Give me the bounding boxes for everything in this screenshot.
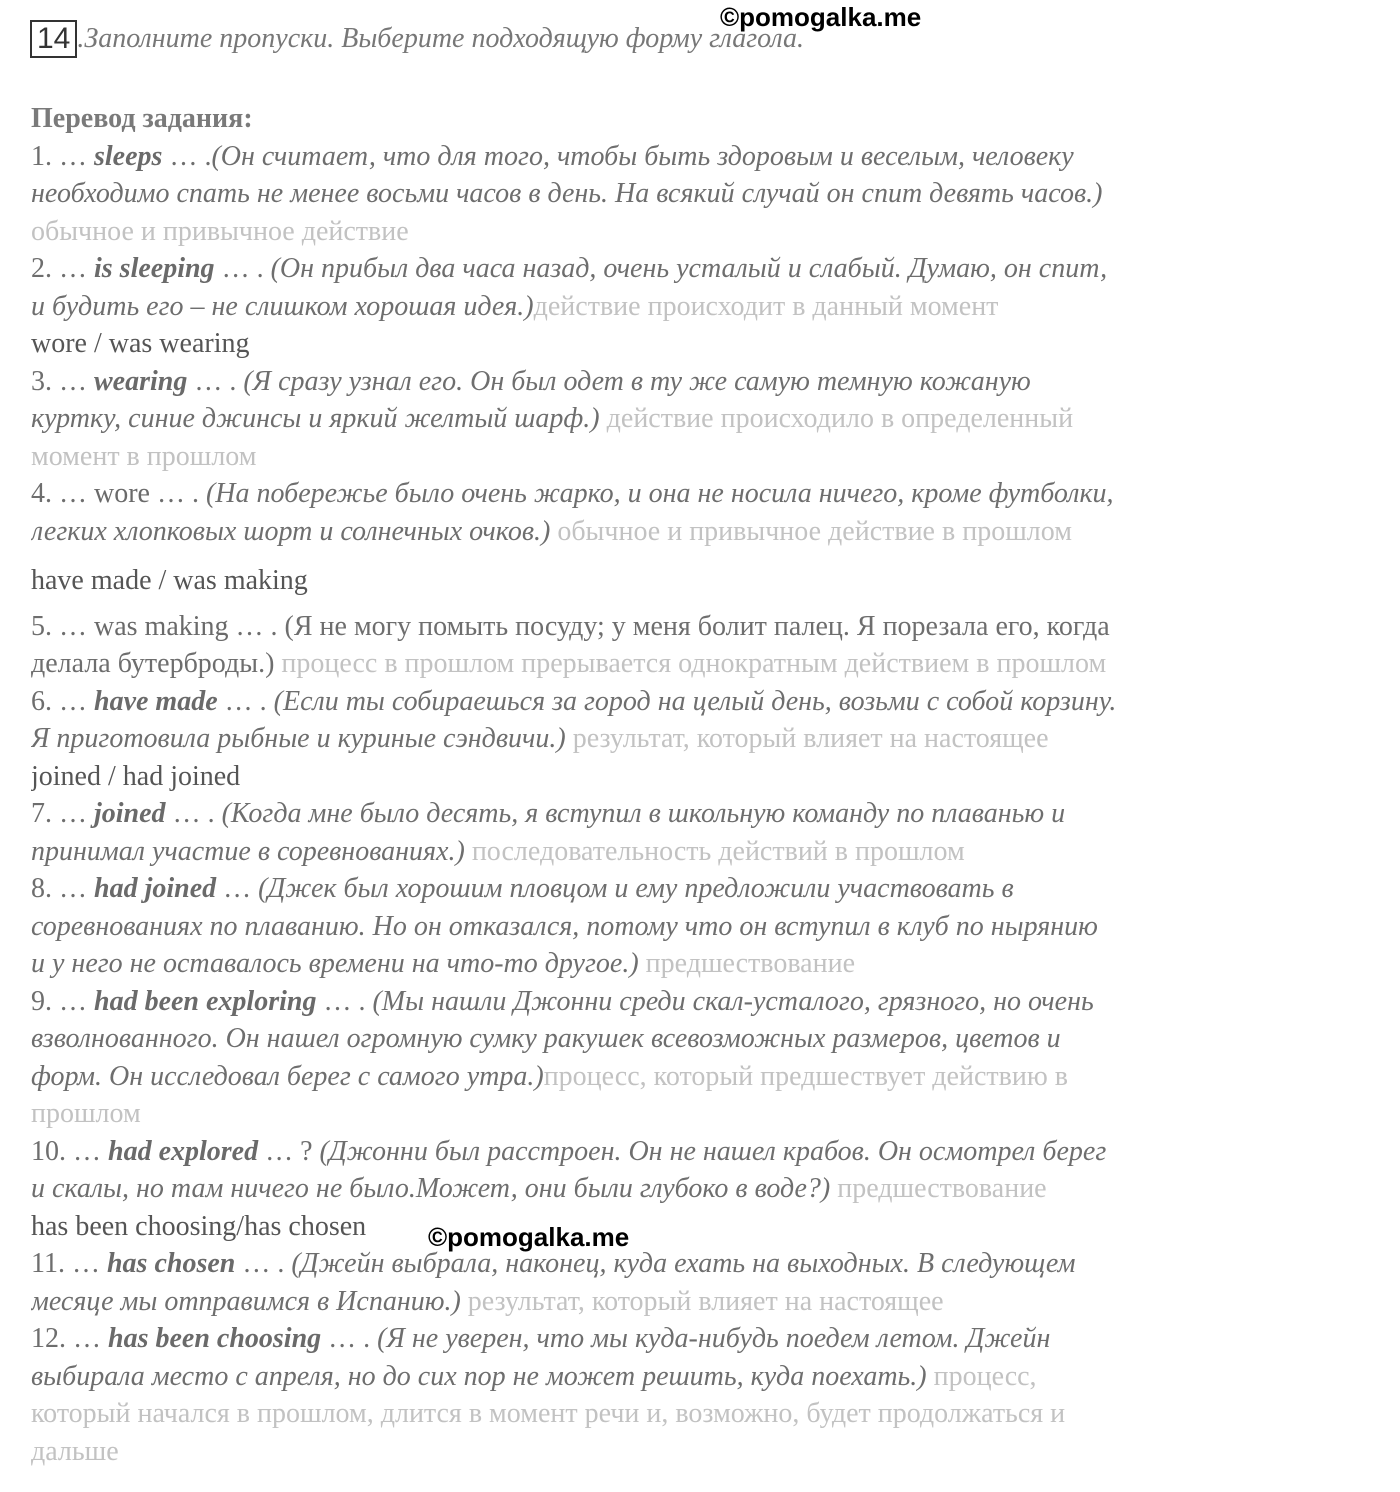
item-7-line-1 bbox=[31, 795, 1361, 833]
translation: (Я не уверен, что мы куда-нибудь поедем летом. Джейн bbox=[377, 1323, 1051, 1354]
item-number: 8. … bbox=[31, 873, 87, 904]
item-number: 1. … bbox=[31, 140, 87, 172]
grammar-note: результат, который влияет на настоящее bbox=[565, 723, 1049, 754]
item-3-line-3 bbox=[31, 438, 1361, 476]
dots: … . bbox=[165, 798, 222, 829]
answer: has chosen bbox=[106, 1248, 236, 1279]
options-line: wore / was wearing bbox=[31, 328, 250, 359]
item-number: 10. … bbox=[31, 1135, 101, 1167]
item-12-line-2 bbox=[31, 1358, 1361, 1396]
grammar-note: результат, который влияет на настоящее bbox=[460, 1285, 944, 1317]
dots: … bbox=[216, 873, 259, 904]
dots: … . bbox=[321, 1323, 378, 1354]
answer: have made bbox=[94, 685, 218, 717]
item-1-line-2 bbox=[31, 175, 1361, 213]
item-7-line-2 bbox=[31, 833, 1361, 871]
item-2-line-2 bbox=[31, 288, 1361, 326]
grammar-note: предшествование bbox=[638, 948, 855, 979]
translation: (Я не могу помыть посуду; у меня болит палец. Я порезала его, когда bbox=[284, 610, 1110, 642]
grammar-note: дальше bbox=[31, 1435, 119, 1467]
item-4-line-1 bbox=[31, 475, 1361, 513]
dots: … . bbox=[316, 985, 373, 1017]
translation: делала бутерброды.) bbox=[31, 648, 275, 679]
translation: (На побережье было очень жарко, и она не носила ничего, кроме футболки, bbox=[205, 478, 1114, 509]
translation: (Когда мне было десять, я вступил в школьную команду по плаванью и bbox=[221, 798, 1066, 829]
translation: (Мы нашли Джонни среди скал-усталого, грязного, но очень bbox=[372, 985, 1094, 1017]
item-5-line-2 bbox=[31, 645, 1361, 683]
item-10-line-1 bbox=[31, 1133, 1361, 1171]
task-header bbox=[30, 20, 804, 58]
item-number: 4. … bbox=[31, 478, 87, 509]
item-number: 9. … bbox=[31, 985, 87, 1017]
item-4-line-2 bbox=[31, 513, 1361, 551]
translation: и будить его – не слишком хорошая идея.) bbox=[31, 290, 534, 322]
translation: месяце мы отправимся в Испанию.) bbox=[31, 1285, 461, 1317]
dots: … . bbox=[187, 365, 244, 397]
item-9-line-2 bbox=[31, 1020, 1361, 1058]
item-8-line-3 bbox=[31, 945, 1361, 983]
translation: Я приготовила рыбные и куриные сэндвичи.) bbox=[31, 723, 566, 754]
item-6-line-2 bbox=[31, 720, 1361, 758]
translation: взволнованного. Он нашел огромную сумку ракушек всевозможных размеров, цветов и bbox=[31, 1023, 1061, 1054]
options-line: joined / had joined bbox=[31, 760, 241, 792]
translation: куртку, синие джинсы и яркий желтый шарф.) bbox=[31, 403, 600, 434]
task-instruction: Заполните пропуски. Выберите подходящую форму глагола. bbox=[84, 23, 805, 54]
translation: соревнованиях по плаванию. Но он отказался, потому что он вступил в клуб по нырянию bbox=[31, 910, 1098, 942]
item-8-line-1 bbox=[31, 870, 1361, 908]
translation: и скалы, но там ничего не было.Может, они были глубоко в воде?) bbox=[31, 1173, 831, 1204]
item-number: 3. … bbox=[31, 365, 87, 397]
translation-heading: Перевод задания: bbox=[31, 103, 253, 134]
item-6-line-1 bbox=[31, 683, 1361, 721]
item-1-line-1 bbox=[31, 138, 1361, 176]
item-12-line-1 bbox=[31, 1320, 1361, 1358]
answer: had joined bbox=[94, 873, 217, 904]
grammar-note: обычное и привычное действие bbox=[31, 215, 409, 247]
translation: (Он прибыл два часа назад, очень усталый и слабый. Думаю, он спит, bbox=[270, 253, 1108, 284]
dots: … . bbox=[217, 685, 274, 717]
grammar-note: процесс в прошлом прерывается однократным действием в прошлом bbox=[274, 648, 1107, 679]
task-dot: . bbox=[77, 23, 85, 54]
translation: необходимо спать не менее восьми часов в день. На всякий случай он спит девять часов.) bbox=[31, 178, 1103, 209]
grammar-note: действие происходит в данный момент bbox=[533, 290, 999, 322]
dots: … . bbox=[235, 1248, 292, 1279]
dots: … . bbox=[162, 140, 212, 172]
answer: is sleeping bbox=[94, 253, 215, 284]
item-9-line-3 bbox=[31, 1058, 1361, 1096]
grammar-note: действие происходило в определенный bbox=[599, 403, 1074, 434]
item-3-line-1 bbox=[31, 363, 1361, 401]
item-5-line-1 bbox=[31, 608, 1361, 646]
dots: … . bbox=[228, 610, 285, 642]
item-12-line-3 bbox=[31, 1395, 1361, 1433]
grammar-note: момент в прошлом bbox=[31, 440, 257, 472]
translation: (Он считает, что для того, чтобы быть здоровым и веселым, человеку bbox=[211, 140, 1074, 172]
item-number: 5. … bbox=[31, 610, 87, 642]
answer-list bbox=[31, 100, 1361, 1470]
answer: sleeps bbox=[94, 140, 163, 172]
grammar-note: обычное и привычное действие в прошлом bbox=[550, 515, 1072, 547]
grammar-note: процесс, который предшествует действию в bbox=[543, 1060, 1068, 1092]
item-number: 11. … bbox=[31, 1248, 100, 1279]
translation: (Я сразу узнал его. Он был одет в ту же самую темную кожаную bbox=[243, 365, 1031, 397]
item-9-line-1 bbox=[31, 983, 1361, 1021]
item-8-line-2 bbox=[31, 908, 1361, 946]
item-9-line-4 bbox=[31, 1095, 1361, 1133]
translation: легких хлопковых шорт и солнечных очков.) bbox=[31, 515, 551, 547]
dots: … . bbox=[214, 253, 271, 284]
options-line: has been choosing/has chosen bbox=[31, 1210, 367, 1242]
translation: выбирала место с апреля, но до сих пор не может решить, куда поехать.) bbox=[31, 1360, 927, 1392]
item-2-line-1 bbox=[31, 250, 1361, 288]
translation: (Джейн выбрала, наконец, куда ехать на выходных. В следующем bbox=[291, 1248, 1076, 1279]
translation: (Джонни был расстроен. Он не нашел крабов. Он осмотрел берег bbox=[319, 1135, 1107, 1167]
answer: wearing bbox=[94, 365, 188, 397]
grammar-note: процесс, bbox=[926, 1360, 1037, 1392]
translation: принимал участие в соревнованиях.) bbox=[31, 835, 465, 867]
translation: (Джек был хорошим пловцом и ему предложили участвовать в bbox=[258, 873, 1014, 904]
grammar-note: предшествование bbox=[830, 1173, 1047, 1204]
grammar-note: который начался в прошлом, длится в момент речи и, возможно, будет продолжаться и bbox=[31, 1398, 1066, 1429]
answer: wore bbox=[94, 478, 150, 509]
dots: … . bbox=[149, 478, 206, 509]
item-number: 6. … bbox=[31, 685, 87, 717]
options-line: have made / was making bbox=[31, 565, 308, 596]
answer: was making bbox=[94, 610, 229, 642]
grammar-note: последовательность действий в прошлом bbox=[464, 835, 965, 867]
grammar-note: прошлом bbox=[31, 1098, 141, 1129]
watermark-middle: ©pomogalka.me bbox=[428, 1222, 630, 1252]
answer: joined bbox=[94, 798, 166, 829]
answer: had explored bbox=[108, 1135, 259, 1167]
answer: had been exploring bbox=[94, 985, 317, 1017]
item-11-line-1 bbox=[31, 1245, 1361, 1283]
item-3-line-2 bbox=[31, 400, 1361, 438]
task-number: 14 bbox=[30, 20, 77, 58]
translation: и у него не оставалось времени на что-то другое.) bbox=[31, 948, 639, 979]
item-number: 2. … bbox=[31, 253, 87, 284]
answer: has been choosing bbox=[108, 1323, 322, 1354]
item-10-line-2 bbox=[31, 1170, 1361, 1208]
item-12-line-4 bbox=[31, 1433, 1361, 1471]
translation: (Если ты собираешься за город на целый день, возьми с собой корзину. bbox=[273, 685, 1117, 717]
item-11-line-2 bbox=[31, 1283, 1361, 1321]
item-1-line-3 bbox=[31, 213, 1361, 251]
item-number: 12. … bbox=[31, 1323, 101, 1354]
translation: форм. Он исследовал берег с самого утра.) bbox=[31, 1060, 544, 1092]
item-number: 7. … bbox=[31, 798, 87, 829]
dots: … ? bbox=[258, 1135, 320, 1167]
watermark-top: ©pomogalka.me bbox=[720, 2, 922, 32]
